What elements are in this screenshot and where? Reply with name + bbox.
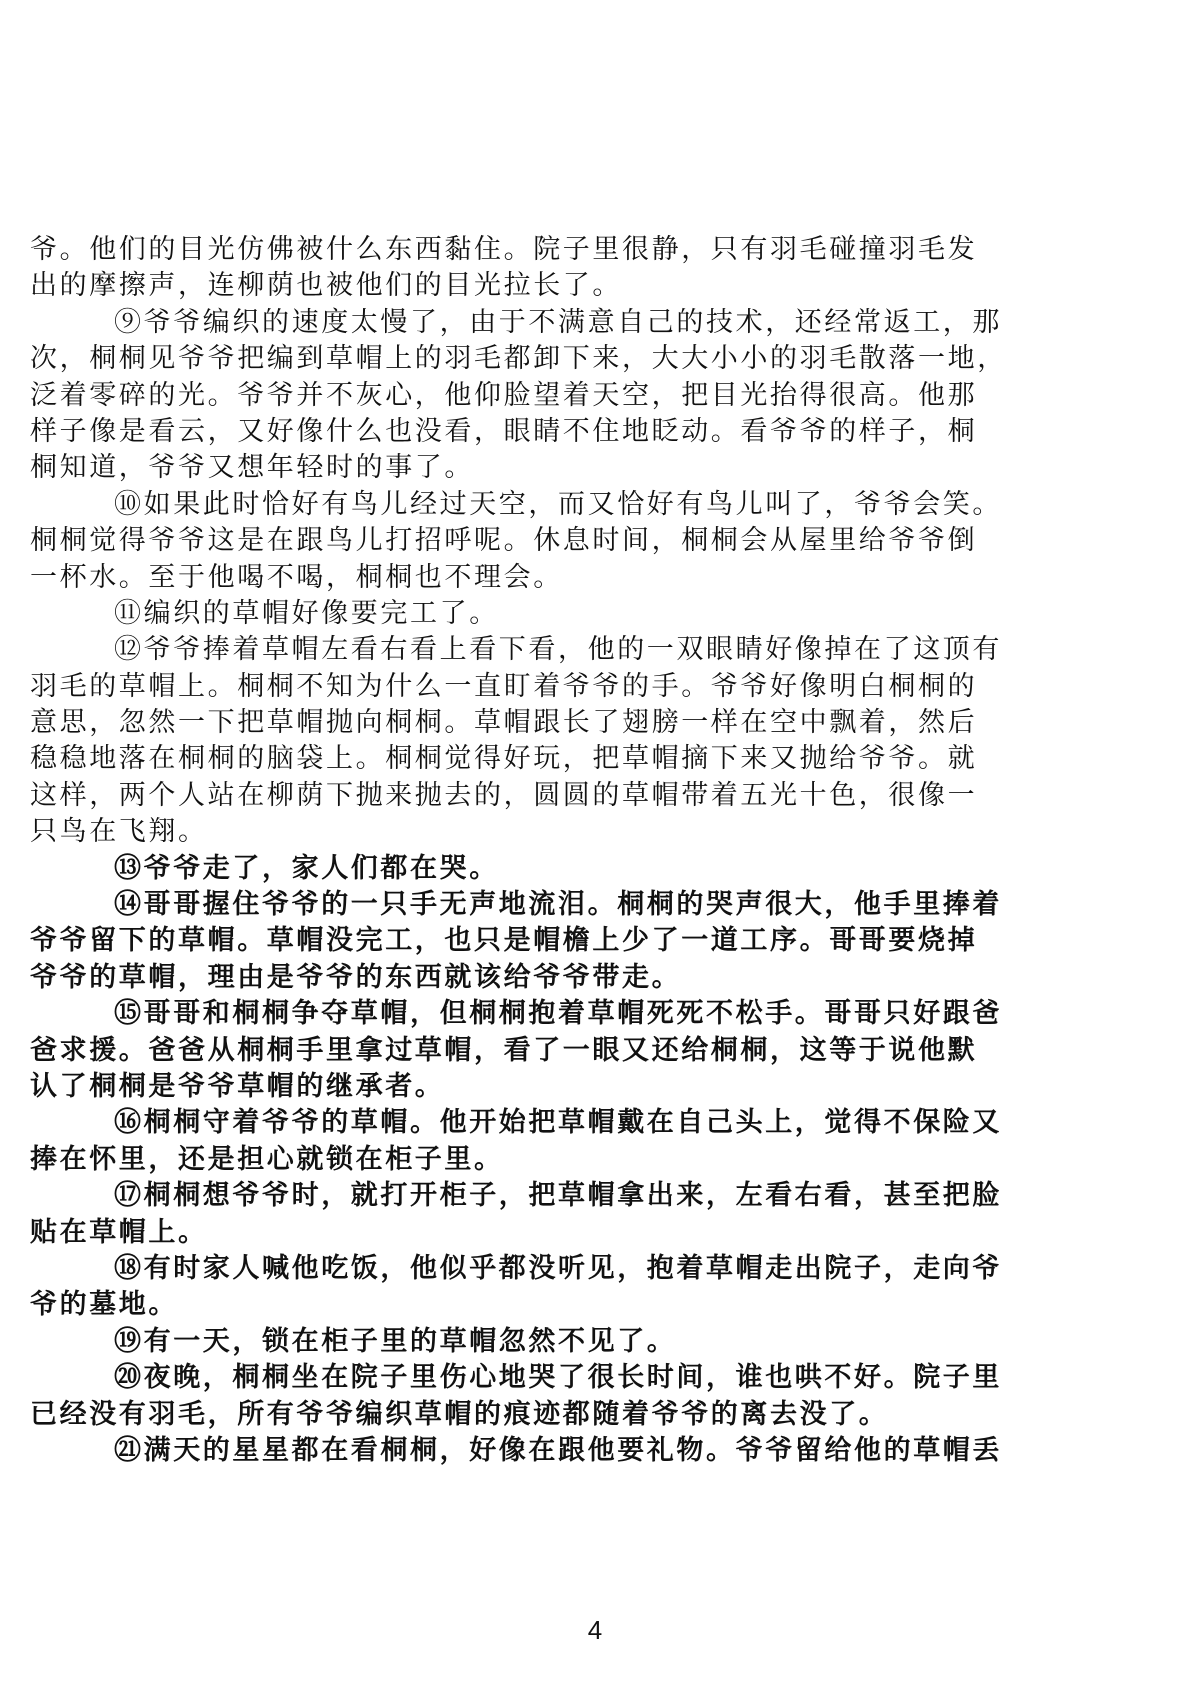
text-line: 爷的墓地。 (30, 1289, 178, 1321)
text-line: 桐知道，爷爷又想年轻时的事了。 (30, 452, 474, 484)
text-line: 捧在怀里，还是担心就锁在柜子里。 (30, 1143, 504, 1175)
text-line: ⑨爷爷编织的速度太慢了，由于不满意自己的技术，还经常返工，那 (114, 306, 1002, 338)
text-line: ⑪编织的草帽好像要完工了。 (114, 597, 499, 629)
text-line: 已经没有羽毛，所有爷爷编织草帽的痕迹都随着爷爷的离去没了。 (30, 1398, 889, 1430)
text-line: ⑩如果此时恰好有鸟儿经过天空，而又恰好有鸟儿叫了，爷爷会笑。 (114, 488, 1002, 520)
text-line: 一杯水。至于他喝不喝，桐桐也不理会。 (30, 561, 563, 593)
text-line: ⑰桐桐想爷爷时，就打开柜子，把草帽拿出来，左看右看，甚至把脸 (114, 1180, 1002, 1212)
text-line: 贴在草帽上。 (30, 1216, 208, 1248)
text-line: 爷。他们的目光仿佛被什么东西黏住。院子里很静，只有羽毛碰撞羽毛发 (30, 234, 978, 265)
text-line: 出的摩擦声，连柳荫也被他们的目光拉长了。 (30, 270, 622, 302)
text-line: ⑮哥哥和桐桐争夺草帽，但桐桐抱着草帽死死不松手。哥哥只好跟爸 (114, 998, 1002, 1030)
text-line: ⑬爷爷走了，家人们都在哭。 (114, 852, 499, 884)
page-number: 4 (587, 1615, 603, 1645)
text-line: 桐桐觉得爷爷这是在跟鸟儿打招呼呢。休息时间，桐桐会从屋里给爷爷倒 (30, 525, 978, 557)
text-line: 这样，两个人站在柳荫下抛来抛去的，圆圆的草帽带着五光十色，很像一 (30, 779, 978, 811)
text-line: 爷爷的草帽，理由是爷爷的东西就该给爷爷带走。 (30, 961, 682, 993)
text-line: ⑫爷爷捧着草帽左看右看上看下看，他的一双眼睛好像掉在了这顶有 (114, 634, 1002, 666)
text-line: ㉑满天的星星都在看桐桐，好像在跟他要礼物。爷爷留给他的草帽丢 (114, 1434, 1002, 1466)
text-line: 次，桐桐见爷爷把编到草帽上的羽毛都卸下来，大大小小的羽毛散落一地， (30, 343, 1007, 375)
text-line: 只鸟在飞翔。 (30, 816, 208, 848)
text-line: 样子像是看云，又好像什么也没看，眼睛不住地眨动。看爷爷的样子，桐 (30, 415, 978, 447)
text-line: 爸求援。爸爸从桐桐手里拿过草帽，看了一眼又还给桐桐，这等于说他默 (30, 1034, 978, 1066)
text-line: ⑯桐桐守着爷爷的草帽。他开始把草帽戴在自己头上，觉得不保险又 (114, 1107, 1002, 1139)
text-line: 稳稳地落在桐桐的脑袋上。桐桐觉得好玩，把草帽摘下来又抛给爷爷。就 (30, 743, 978, 775)
text-line: 爷爷留下的草帽。草帽没完工，也只是帽檐上少了一道工序。哥哥要烧掉 (30, 925, 978, 957)
text-line: ⑲有一天，锁在柜子里的草帽忽然不见了。 (114, 1325, 677, 1357)
text-line: 认了桐桐是爷爷草帽的继承者。 (30, 1070, 445, 1102)
text-line: ⑳夜晚，桐桐坐在院子里伤心地哭了很长时间，谁也哄不好。院子里 (114, 1362, 1002, 1394)
text-line: 羽毛的草帽上。桐桐不知为什么一直盯着爷爷的手。爷爷好像明白桐桐的 (30, 670, 978, 702)
text-line: 意思，忽然一下把草帽抛向桐桐。草帽跟长了翅膀一样在空中飘着，然后 (30, 707, 978, 739)
text-line: ⑭哥哥握住爷爷的一只手无声地流泪。桐桐的哭声很大，他手里捧着 (114, 889, 1002, 921)
story-body (30, 232, 1030, 1469)
text-line: 泛着零碎的光。爷爷并不灰心，他仰脸望着天空，把目光抬得很高。他那 (30, 379, 978, 411)
text-line: ⑱有时家人喊他吃饭，他似乎都没听见，抱着草帽走出院子，走向爷 (114, 1252, 1002, 1284)
